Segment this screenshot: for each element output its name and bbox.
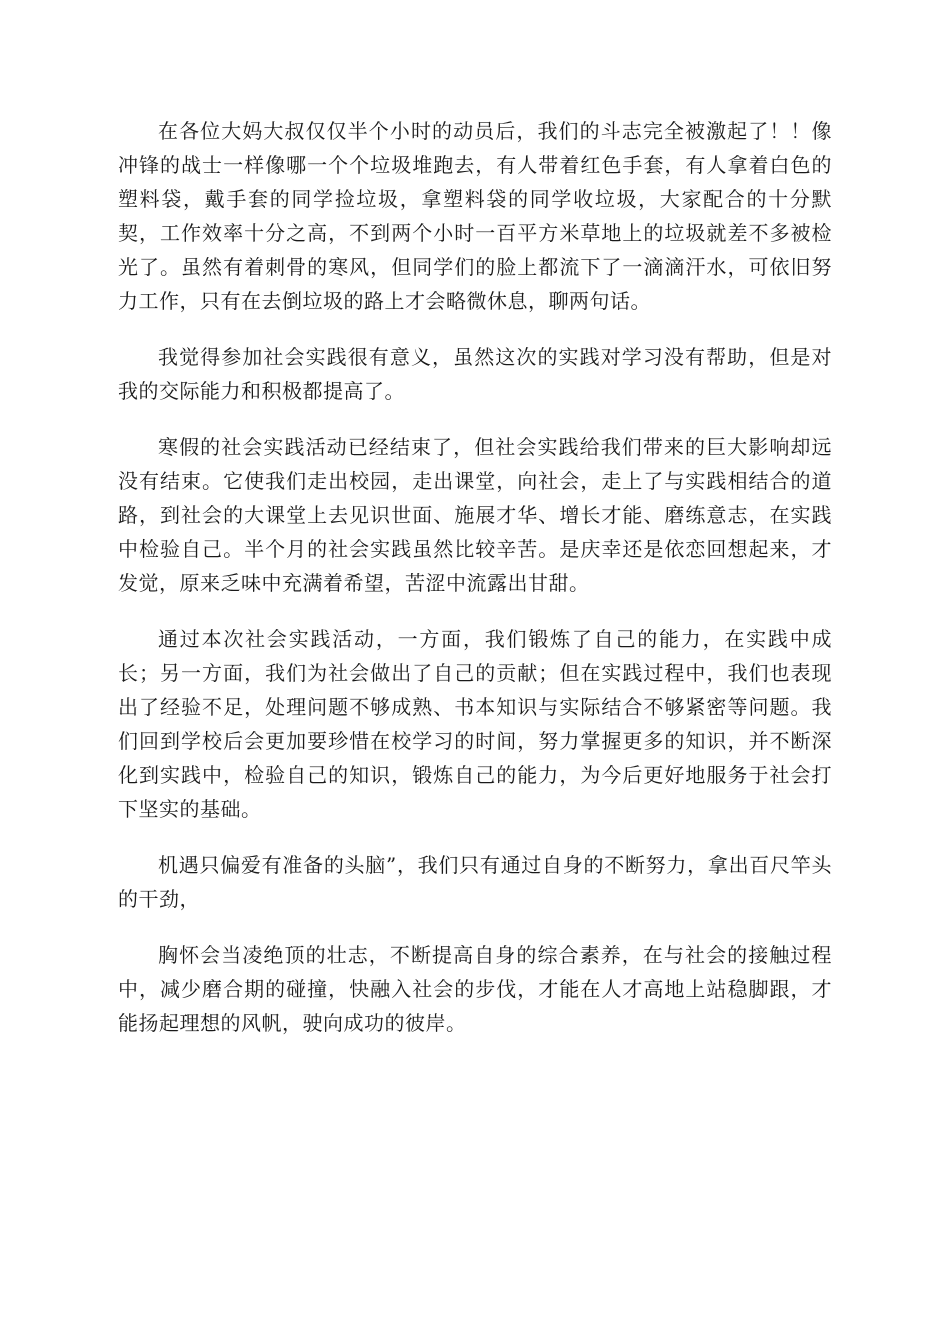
document-body: [118, 114, 832, 1062]
paragraph-5: 机遇只偏爱有准备的头脑”，我们只有通过自身的不断努力，拿出百尺竿头的干劲，: [118, 853, 832, 911]
paragraph-2: 我觉得参加社会实践很有意义，虽然这次的实践对学习没有帮助，但是对我的交际能力和积极都提高了。: [118, 345, 832, 403]
paragraph-6: 胸怀会当凌绝顶的壮志，不断提高自身的综合素养，在与社会的接触过程中，减少磨合期的碰撞，快融入社会的步伐，才能在人才高地上站稳脚跟，才能扬起理想的风帆，驶向成功的彼岸。: [118, 943, 832, 1035]
paragraph-3: 寒假的社会实践活动已经结束了，但社会实践给我们带来的巨大影响却远没有结束。它使我们走出校园，走出课堂，向社会，走上了与实践相结合的道路，到社会的大课堂上去见识世面、施展才华、增长才能、磨练意志，在实践中检验自己。半个月的社会实践虽然比较辛苦。是庆幸还是依恋回想起来，才发觉，原来乏味中充满着希望，苦涩中流露出甘甜。: [118, 435, 832, 595]
paragraph-4: 通过本次社会实践活动，一方面，我们锻炼了自己的能力，在实践中成长；另一方面，我们为社会做出了自己的贡献；但在实践过程中，我们也表现出了经验不足，处理问题不够成熟、书本知识与实际结合不够紧密等问题。我们回到学校后会更加要珍惜在校学习的时间，努力掌握更多的知识，并不断深化到实践中，检验自己的知识，锻炼自己的能力，为今后更好地服务于社会打下坚实的基础。: [118, 627, 832, 821]
paragraph-1: 在各位大妈大叔仅仅半个小时的动员后，我们的斗志完全被激起了！！像冲锋的战士一样像哪一个个垃圾堆跑去，有人带着红色手套，有人拿着白色的塑料袋，戴手套的同学捡垃圾，拿塑料袋的同学收垃圾，大家配合的十分默契，工作效率十分之高，不到两个小时一百平方米草地上的垃圾就差不多被检光了。虽然有着刺骨的寒风，但同学们的脸上都流下了一滴滴汗水，可依旧努力工作，只有在去倒垃圾的路上才会略微休息，聊两句话。: [118, 119, 832, 313]
